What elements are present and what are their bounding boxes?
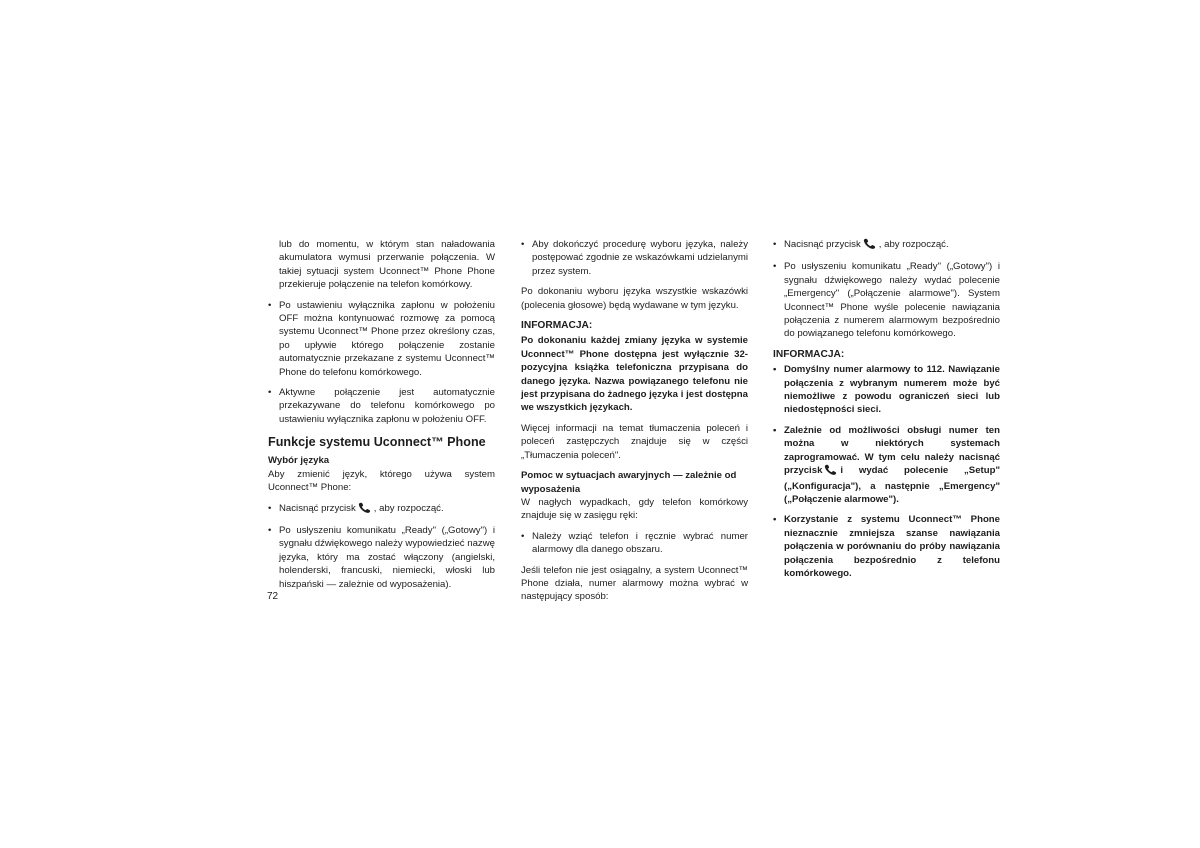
list-item: • Korzystanie z systemu Uconnect™ Phone nieznacznie zmniejsza szanse nawiązania połączenia w porównaniu do próby nawiązania połączenia bezpośrednio z telefonu komórkowego. [773, 513, 1000, 580]
list-item-text: , aby rozpocząć. [878, 239, 949, 250]
subsection-title: Wybór języka [268, 455, 330, 467]
list-item [773, 424, 1000, 506]
info-title: INFORMACJA: [773, 348, 845, 360]
paragraph: W nagłych wypadkach, gdy telefon komórkowy znajduje się w zasięgu ręki: [521, 496, 748, 522]
bullet-list [521, 530, 748, 557]
list-item-text: Nacisnąć przycisk [784, 239, 861, 250]
list-item: • Po usłyszeniu komunikatu „Ready" („Gotowy") i sygnału dźwiękowego należy wydać polecenie „Emergency" („Połączenie alarmowe"). System Uconnect™ Phone wyśle polecenie nawiązania połączenia z numerem alarmowym bezpośrednio do powiązanego telefonu komórkowego. [773, 260, 1000, 340]
bullet-list [773, 363, 1000, 580]
page-number: 72 [267, 591, 279, 602]
list-item: • Aby dokończyć procedurę wyboru języka, należy postępować zgodnie ze wskazówkami udzielanymi przez system. [521, 238, 748, 278]
list-item [268, 502, 495, 517]
bullet-list [268, 502, 495, 591]
paragraph: Więcej informacji na temat tłumaczenia poleceń i poleceń zastępczych znajduje się w części „Tłumaczenia poleceń". [521, 422, 748, 461]
bullet-list [268, 299, 495, 427]
list-item-text: Zależnie od możliwości obsługi numer ten można w niektórych systemach zaprogramować. W tym celu należy nacisnąć przycisk [784, 424, 1000, 477]
list-item-text: i wydać polecenie „Setup" („Konfiguracja"), a następnie „Emergency" („Połączenie alarmowe"). [784, 465, 1000, 505]
column-2 [521, 238, 748, 611]
list-item: • Domyślny numer alarmowy to 112. Nawiązanie połączenia z wybranym numerem może być niemożliwe z powodu ograniczeń sieci lub niedostępności sieci. [773, 363, 1000, 417]
list-item: • Po ustawieniu wyłącznika zapłonu w położeniu OFF można kontynuować rozmowę za pomocą systemu Uconnect™ Phone przez określony czas, po upływie którego połączenie zostanie automatycznie przekazane z systemu Uconnect™ Phone do telefonu komórkowego. [268, 299, 495, 379]
phone-handset-icon [863, 238, 877, 253]
subsection-title: Pomoc w sytuacjach awaryjnych — zależnie od wyposażenia [521, 470, 737, 495]
paragraph: Jeśli telefon nie jest osiągalny, a system Uconnect™ Phone działa, numer alarmowy można wybrać w następujący sposób: [521, 564, 748, 603]
info-text: Po dokonaniu każdej zmiany języka w systemie Uconnect™ Phone dostępna jest wyłącznie 32-pozycyjna książka telefoniczna przypisana do danego języka. Nazwa powiązanego telefonu nie jest przypisana do żadnego języka i jest dostępna we wszystkich językach. [521, 335, 748, 414]
phone-handset-icon [358, 502, 372, 517]
list-item: • Należy wziąć telefon i ręcznie wybrać numer alarmowy dla danego obszaru. [521, 530, 748, 557]
phone-handset-icon [824, 464, 838, 479]
list-item [773, 238, 1000, 253]
list-item-text: Nacisnąć przycisk [279, 502, 356, 514]
list-item: • Po usłyszeniu komunikatu „Ready" („Gotowy") i sygnału dźwiękowego należy wypowiedzieć nazwę języka, który ma zostać włączony (angielski, holenderski, francuski, niemiecki, włoski lub hiszpański — zależnie od wyposażenia). [268, 524, 495, 591]
list-item: • Aktywne połączenie jest automatycznie przekazywane do telefonu komórkowego po ustawieniu wyłącznika zapłonu w położeniu OFF. [268, 386, 495, 426]
bullet-list [773, 238, 1000, 341]
column-1 [268, 238, 495, 598]
info-title: INFORMACJA: [521, 320, 593, 332]
section-title: Funkcje systemu Uconnect™ Phone [268, 435, 486, 450]
column-3 [773, 238, 1000, 587]
paragraph: Aby zmienić język, którego używa system Uconnect™ Phone: [268, 468, 495, 494]
paragraph: Po dokonaniu wyboru języka wszystkie wskazówki (polecenia głosowe) będą wydawane w tym języku. [521, 286, 748, 311]
bullet-list [521, 238, 748, 278]
paragraph: lub do momentu, w którym stan naładowania akumulatora wymusi przerwanie połączenia. W takiej sytuacji system Uconnect™ Phone Phone przekieruje połączenie na telefon komórkowy. [279, 239, 495, 291]
list-item-text: , aby rozpocząć. [373, 502, 444, 514]
